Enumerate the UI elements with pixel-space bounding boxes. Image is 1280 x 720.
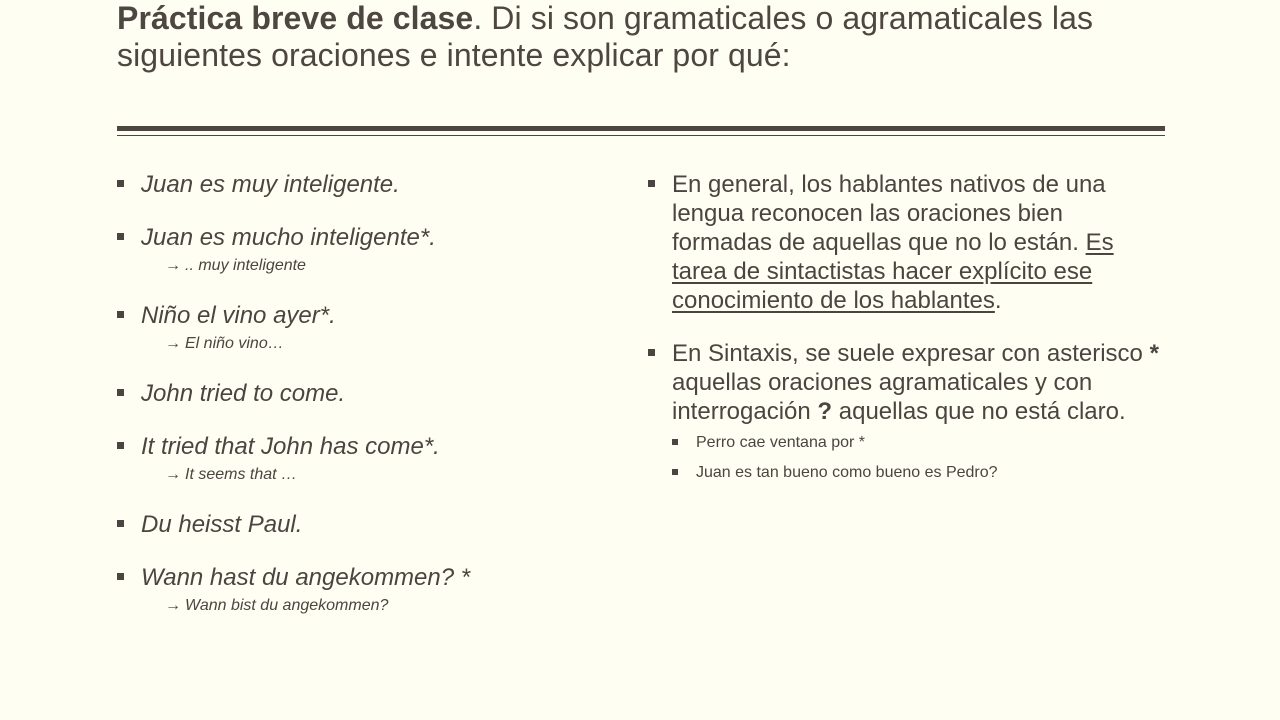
paragraph-text: aquellas que no está claro. — [832, 398, 1126, 425]
correction-item — [117, 255, 617, 277]
title-bold: Práctica breve de clase — [117, 0, 474, 36]
right-column — [648, 170, 1168, 484]
square-bullet-icon — [117, 389, 124, 396]
title-rule-thick — [117, 126, 1165, 131]
list-item — [117, 301, 617, 331]
correction-item — [117, 333, 617, 355]
list-item — [117, 563, 617, 593]
square-bullet-icon — [117, 233, 124, 240]
square-bullet-icon — [648, 349, 655, 356]
example-sentence: Niño el vino ayer*. — [141, 302, 336, 329]
asterisk-symbol: * — [1149, 340, 1159, 367]
arrow-right-icon: → — [165, 257, 181, 274]
paragraph-end: . — [994, 287, 1002, 314]
square-bullet-icon — [117, 442, 124, 449]
explanation-paragraph — [648, 170, 1168, 315]
correction-text: El niño vino… — [185, 335, 284, 352]
sub-example-text: Perro cae ventana por * — [696, 434, 865, 451]
left-column — [117, 170, 617, 617]
correction-item — [117, 464, 617, 486]
correction-item — [117, 595, 617, 617]
example-sentence: Juan es mucho inteligente*. — [141, 224, 436, 251]
paragraph-text: En general, los hablantes nativos de una lengua reconocen las oraciones bien formadas de aquellas que no lo están. — [672, 171, 1106, 256]
example-sentence: Wann hast du angekommen? * — [141, 564, 471, 591]
explanation-paragraph — [648, 339, 1168, 426]
list-item — [117, 223, 617, 253]
correction-text: .. muy inteligente — [185, 257, 306, 274]
arrow-right-icon: → — [165, 597, 181, 614]
list-item — [117, 510, 617, 540]
square-bullet-icon — [117, 573, 124, 580]
correction-text: It seems that … — [185, 466, 298, 483]
example-sentence: Du heisst Paul. — [141, 511, 303, 538]
title-rest: . Di si son gramaticales o agramaticales las siguientes oraciones e intente explicar por qué: — [117, 0, 1094, 73]
underlined-text: Es tarea de sintactistas hacer explícito ese conocimiento de los hablantes — [672, 229, 1114, 314]
paragraph-text: En Sintaxis, se suele expresar con asterisco — [672, 340, 1150, 367]
square-bullet-icon — [648, 180, 655, 187]
sub-example — [648, 462, 1168, 484]
arrow-right-icon: → — [165, 466, 181, 483]
square-bullet-icon — [672, 469, 678, 475]
question-symbol: ? — [817, 398, 833, 425]
example-sentence: It tried that John has come*. — [141, 433, 440, 460]
square-bullet-icon — [117, 520, 124, 527]
example-sentence: Juan es muy inteligente. — [141, 171, 400, 198]
list-item — [117, 379, 617, 409]
title-rule-thin — [117, 135, 1165, 136]
list-item — [117, 432, 617, 462]
example-sentence: John tried to come. — [141, 380, 346, 407]
square-bullet-icon — [117, 311, 124, 318]
slide-title — [117, 0, 1177, 74]
correction-text: Wann bist du angekommen? — [185, 597, 389, 614]
square-bullet-icon — [117, 180, 124, 187]
sub-example — [648, 432, 1168, 454]
square-bullet-icon — [672, 439, 678, 445]
sub-example-text: Juan es tan bueno como bueno es Pedro? — [696, 464, 998, 481]
arrow-right-icon: → — [165, 335, 181, 352]
list-item — [117, 170, 617, 200]
paragraph-text: aquellas oraciones agramaticales y con interrogación — [672, 369, 1093, 425]
